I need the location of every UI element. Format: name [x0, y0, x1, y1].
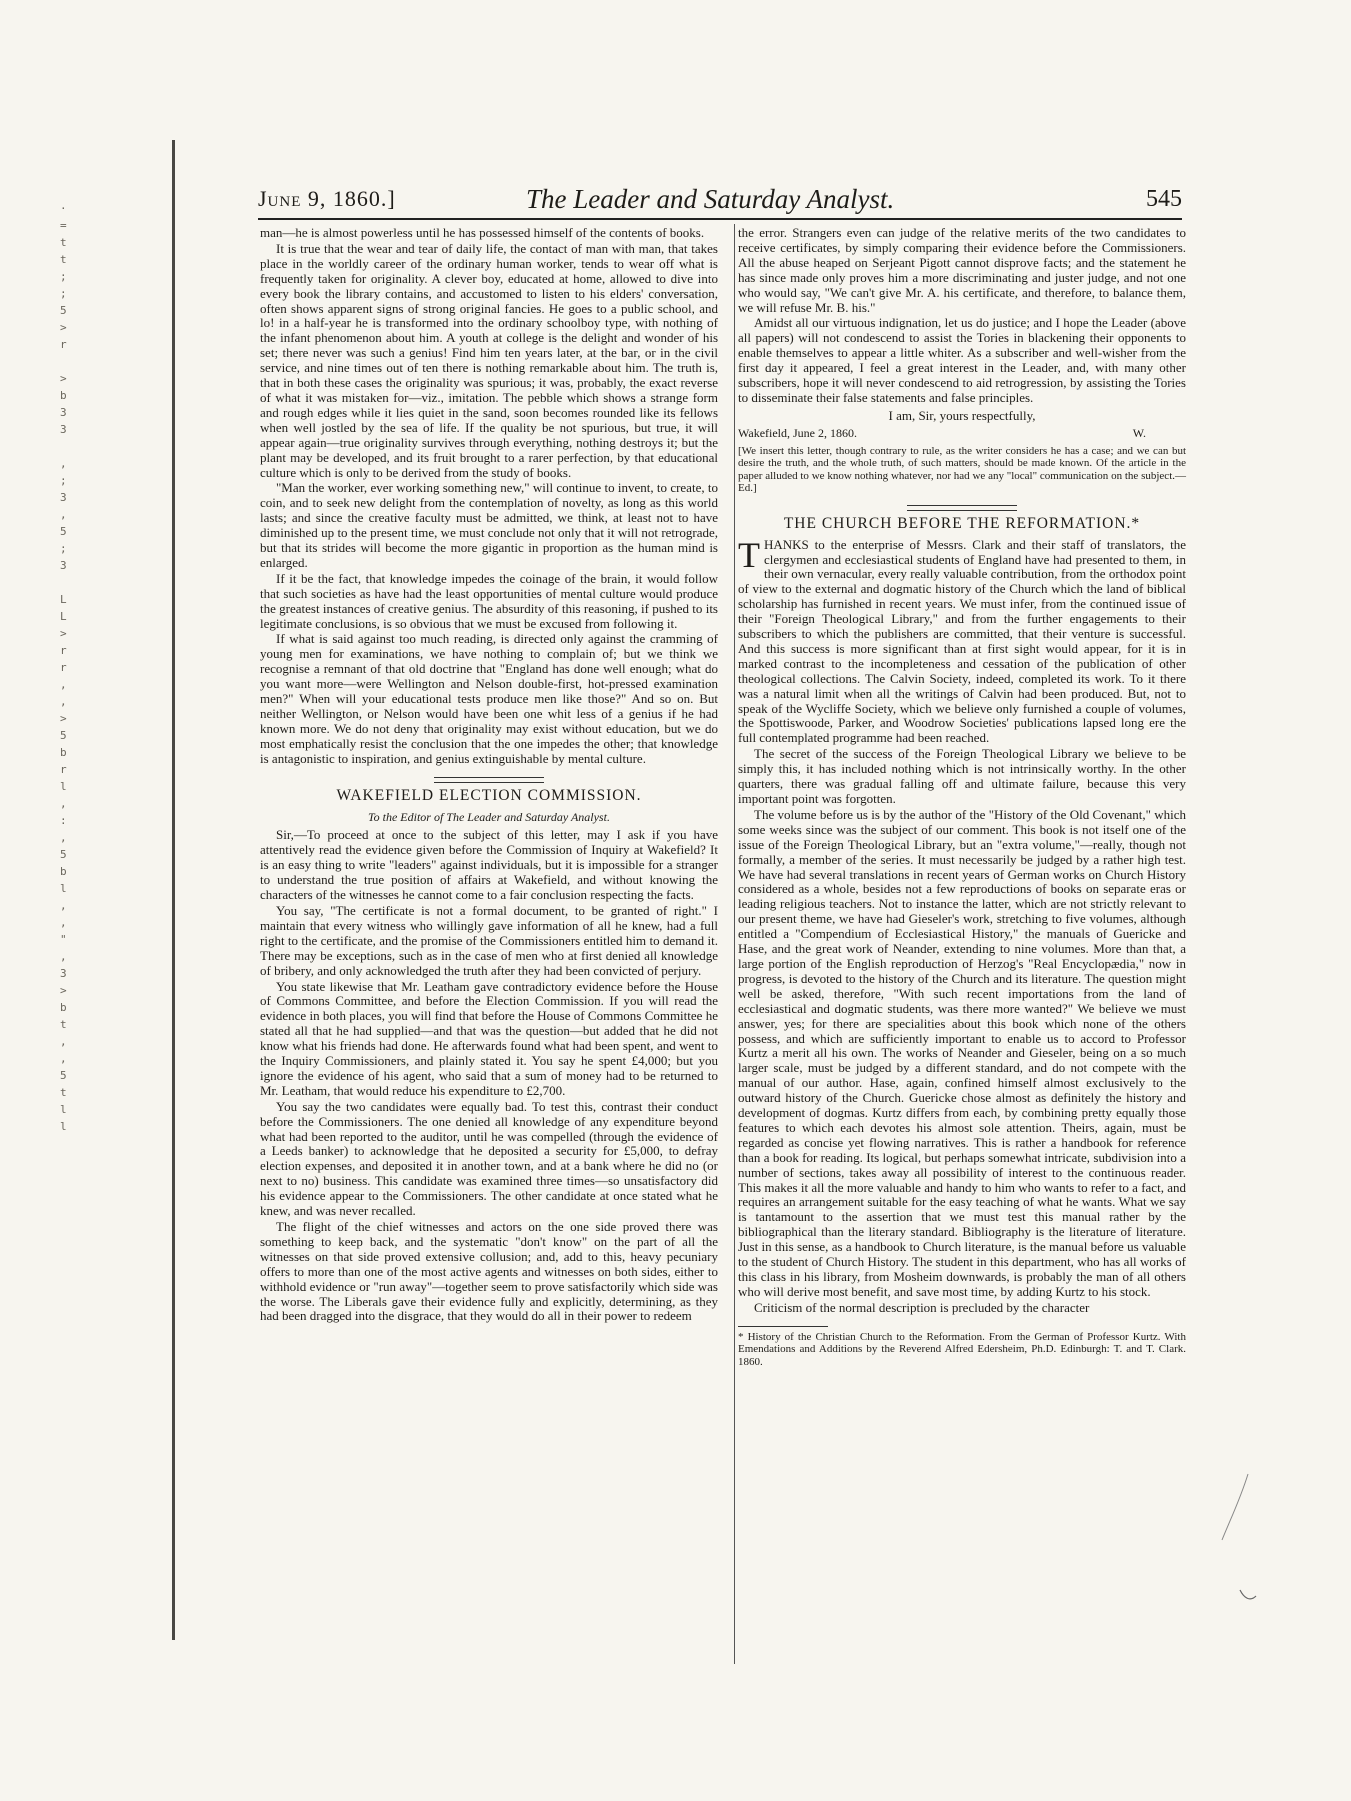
header-rule [258, 218, 1182, 220]
header-date: June 9, 1860.] [258, 186, 396, 211]
right-column [738, 226, 1186, 1368]
paragraph: The flight of the chief witnesses and actors on the one side proved there was something to keep back, and the systematic "don't know" on the part of all the witnesses on that side proved extensive collusion; and, add to this, heavy pecuniary offers to more than one of the most active agents and witnesses on both sides, either to withhold evidence or "run away"—together seem to prove satisfactorily which side was the worse. The Liberals gave their evidence fully and explicitly, determining, as they had been dragged into the disgrace, that they would do all in their power to redeem [260, 1219, 718, 1324]
footnote-rule [738, 1326, 828, 1327]
section-rule [907, 505, 1017, 511]
letter-signoff: I am, Sir, yours respectfully, [888, 407, 1036, 423]
paragraph: Criticism of the normal description is precluded by the character [754, 1299, 1090, 1315]
paragraph: You say, "The certificate is not a formal document, to be granted of right." I maintain that every witness who willingly gave information of all he knew, had a full right to the certificate, and the promise of the Commissioners entitled him to demand it. There may be exceptions, such as in the case of men who at first denied all knowledge of bribery, and only acknowledged the truth after they had been convicted of perjury. [260, 902, 718, 978]
paragraph: It is true that the wear and tear of daily life, the contact of man with man, that takes place in the worldly career of the ordinary human worker, tends to wear off what is frequently taken for originality. A clever boy, educated at home, allowed to dive into every book the library contains, and accustomed to listen to his elders' conversation, often shows apparent signs of strong original fancies. He goes to a public school, and lo! in a half-year he is transformed into the ordinary schoolboy type, with nothing of the infant phenomenon about him. A youth at college is the delight and wonder of his set; there never was such a genius! Find him ten years later, at the bar, or in the civil service, and nine times out of ten there is nothing remarkable about him. The truth is, that in both these cases the originality was spurious; it was, probably, the exact reverse of what it was mistaken for—viz., imitation. The pebble which shows a strange form and rough edges while it lies quiet in the sand, soon becomes rounded like its fellows when well jostled by the sea of life. If the quality be not spurious, but true, it will appear again—true originality survives through everything, nothing destroys it; but the plant may be developed, and its fruit brought to a rarer perfection, by that educational culture which is only to be derived from the study of books. [260, 240, 718, 480]
pencil-scribble-mark [1200, 1470, 1260, 1610]
paragraph: The secret of the success of the Foreign Theological Library we believe to be simply this, it has included nothing which is not intrinsically worthy. In the other quarters, there was gradual falling off and ultimate failure, because this very important point was forgotten. [738, 746, 1186, 806]
paragraph: You say the two candidates were equally bad. To test this, contrast their conduct before the Commissioners. The one denied all knowledge of any expenditure beyond what had been reported to the auditor, until he was compelled (through the evidence of a Leeds banker) to acknowledge that he deposited a security for £5,000, to defray election expenses, and deposited it in another town, and at a bank where he did no (or next to no) business. This candidate was examined three times—so unsatisfactory did his evidence appear to the Commissioners. The other candidate at once stated what he knew, and was never recalled. [260, 1098, 718, 1219]
left-column [260, 226, 718, 1325]
footnote: * History of the Christian Church to the Reformation. From the German of Professor Kurtz. With Emendations and Additions by the Reverend Alfred Edersheim, Ph.D. Edinburgh: T. and T. Clark. 1860. [738, 1330, 1186, 1368]
paragraph: If it be the fact, that knowledge impedes the coinage of the brain, it would follow that such societies as have had the least opportunities of mental culture would produce the greatest instances of creative genius. The absurdity of this reasoning, if pushed to its legitimate conclusions, is so obvious that we must be excused from following it. [260, 570, 718, 631]
section-heading-wakefield: WAKEFIELD ELECTION COMMISSION. [336, 786, 642, 804]
binding-edge-line [172, 140, 175, 1640]
header-page-number: 545 [1146, 186, 1182, 212]
paragraph: Amidst all our virtuous indignation, let us do justice; and I hope the Leader (above all papers) will not condescend to assist the Tories in blackening their opponents to enable themselves to appear a little whiter. As a subscriber and well-wisher from the first day it appeared, I feel a great interest in the Leader, and, with many other subscribers, hope it will never condescend to aid retrogression, by assisting the Tories to disseminate their false statements and false principles. [738, 315, 1186, 405]
header-title: The Leader and Saturday Analyst. [526, 184, 895, 214]
editor-note: [We insert this letter, though contrary to rule, as the writer considers he has a case; and we can but desire the truth, and the whole truth, of such matters, should be made known. Of the article in the paper alluded to we know nothing whatever, nor had we any "local" communication on the subject.—Ed.] [738, 444, 1186, 495]
paragraph: You state likewise that Mr. Leatham gave contradictory evidence before the House of Commons Committee, and before the Election Commission. If you will read the evidence in both places, you will find that before the House of Commons Committee he stated all that he had supplied—and that was the question—but added that he did not know what his friends had done. He afterwards found what had been spent, and went to the Inquiry Commissioners, and plainly stated it. You say he spent £4,000; but you ignore the evidence of his agent, who said that a sum of money had to be returned to Mr. Leatham, that would reduce his expenditure to £2,700. [260, 978, 718, 1098]
margin-bleed-marks: · = t t ; ; 5 > r > b 3 3 , ; 3 , 5 ; 3 L L > r r , , > 5 b r l , : , 5 b l , , " , 3 > b t , , 5 t l l [60, 202, 67, 1133]
paragraph: Sir,—To proceed at once to the subject of this letter, may I ask if you have attentively read the evidence given before the Commission of Inquiry at Wakefield? It is an easy thing to write "leaders" against individuals, but it is impossible for a stranger to understand the true position of affairs at Wakefield, and without knowing the characters of the witnesses he cannot come to a fair conclusion respecting the facts. [260, 827, 718, 903]
paragraph: the error. Strangers even can judge of the relative merits of the two candidates to receive certificates, by simply comparing their evidence before the Commissioners. All the abuse heaped on Serjeant Pigott cannot disprove facts; and the statement he has since made only proves him a more discriminating and juster judge, and not one who would say, "We can't give Mr. A. his certificate, and therefore, to balance them, we will refuse Mr. B. his." [738, 225, 1186, 315]
letter-place-date-row [738, 426, 1186, 441]
section-subtitle: To the Editor of The Leader and Saturday Analyst. [368, 809, 610, 824]
paragraph: If what is said against too much reading, is directed only against the cramming of young men for examinations, we have nothing to complain of; but we think we recognise a remnant of that old doctrine that "England has done well enough; what do you want more—were Wellington and Nelson double-first, hot-pressed examination men?" When will your educational tests produce men like those?" And so on. But neither Wellington, or Nelson would have been one whit less of a genius if he had known more. We do not deny that originality may exist without education, but we do most emphatically resist the conclusion that the one impedes the other; that knowledge is antagonistic to inspiration, and genius extinguishable by mental culture. [260, 631, 718, 766]
first-paragraph-text: HANKS to the enterprise of Messrs. Clark and their staff of translators, the clergymen and ecclesiastical students of England have had presented to them, in their own vernacular, every really valuable contribution, from the orthodox point of view to the external and dogmatic history of the Church which the land of biblical scholarship has furnished in recent years. We must infer, from the continued issue of their "Foreign Theological Library," and from the further engagements to their subscribers to which the publishers are committed, that their venture is successful. And this success is more significant than at first sight would appear, for it is in marked contrast to the incompleteness and cessation of the publication of other theological collections. The Calvin Society, indeed, completed its work. To it there was a natural limit when all the writings of Calvin had been produced. But, not to speak of the Wycliffe Society, which we believe only furnished a couple of volumes, the Spottiswoode, Parker, and Woodrow Societies' publications lapsed long ere the full contemplated programme had been reached. [738, 536, 1186, 746]
first-paragraph [738, 534, 1186, 747]
drop-cap: T [738, 534, 760, 575]
paragraph: man—he is almost powerless until he has possessed himself of the contents of books. [260, 225, 705, 240]
page-header [258, 186, 1182, 222]
letter-place-date: Wakefield, June 2, 1860. [738, 425, 858, 440]
letter-initial: W. [1132, 425, 1146, 440]
column-divider [734, 224, 735, 1664]
section-rule [434, 777, 544, 783]
section-heading-church: THE CHURCH BEFORE THE REFORMATION.* [783, 514, 1141, 532]
paragraph: "Man the worker, ever working something new," will continue to invent, to create, to coin, and to seek new delight from the contemplation of novelty, as long as this world lasts; and since the creative faculty must be admitted, we think, at least not to have diminished up to the present time, we must conclude not only that it will not retrograde, but that its strides will become the more gigantic in proportion as the human mind is enlarged. [260, 480, 718, 570]
paragraph: The volume before us is by the author of the "History of the Old Covenant," which some weeks since was the subject of our comment. This book is not itself one of the issue of the Foreign Theological Library, but an "extra volume,"—really, though not formally, a member of the series. It must necessarily be judged by a rather high test. We have had several translations in recent years of German works on Church History considered as a whole, besides not a few reproductions of books on separate eras or leading religious teachers. Not to instance the latter, which are not strictly relevant to our present theme, we have had Gieseler's work, stretching to five volumes, although entitled a "Compendium of Ecclesiastical History," the manuals of Guericke and Hase, and the great work of Neander, extending to nine volumes. More than that, a large portion of the English reproduction of Herzog's "Real Encyclopædia," now in progress, is devoted to the history of the Church and its literature. The question might well be asked, therefore, "With such recent importations from the land of ecclesiastical and dogmatic students, was there more wanted?" We believe we must answer, yes; for there are specialities about this book which none of the others possess, and which are sufficiently important to enable us to accord to Professor Kurtz a merit all his own. The works of Neander and Gieseler, being on a so much larger scale, must be judged by a different standard, and do not compete with the manual of our author. Hase, again, confined himself almost exclusively to the outward history of the Church. Guericke chose almost as definitely the history and development of dogmas. Kurtz differs from each, by combining pretty equally those features to which each devotes his almost sole attention. Theirs, again, must be regarded as concise yet flowing narratives. This is rather a handbook for reference than a book for reading. Its logical, but perhaps somewhat intricate, subdivision into a number of sections, takes away all possibility of interest to the continuous reader. This makes it all the more valuable and handy to him who wants to refer to a fact, and requires an arrangement suitable for the easy teaching of what he wants. What we say is tantamount to the assertion that we must test this manual rather by the bibliographical than the literary standard. Bibliography is the literature of literature. Just in this sense, as a handbook to Church literature, is the manual before us valuable to the student of Church History. The student in this department, who has all works of this class in his library, from Mosheim downwards, is probably the man of all others who will derive most benefit, and save most time, by adding Kurtz to his stock. [738, 806, 1186, 1299]
